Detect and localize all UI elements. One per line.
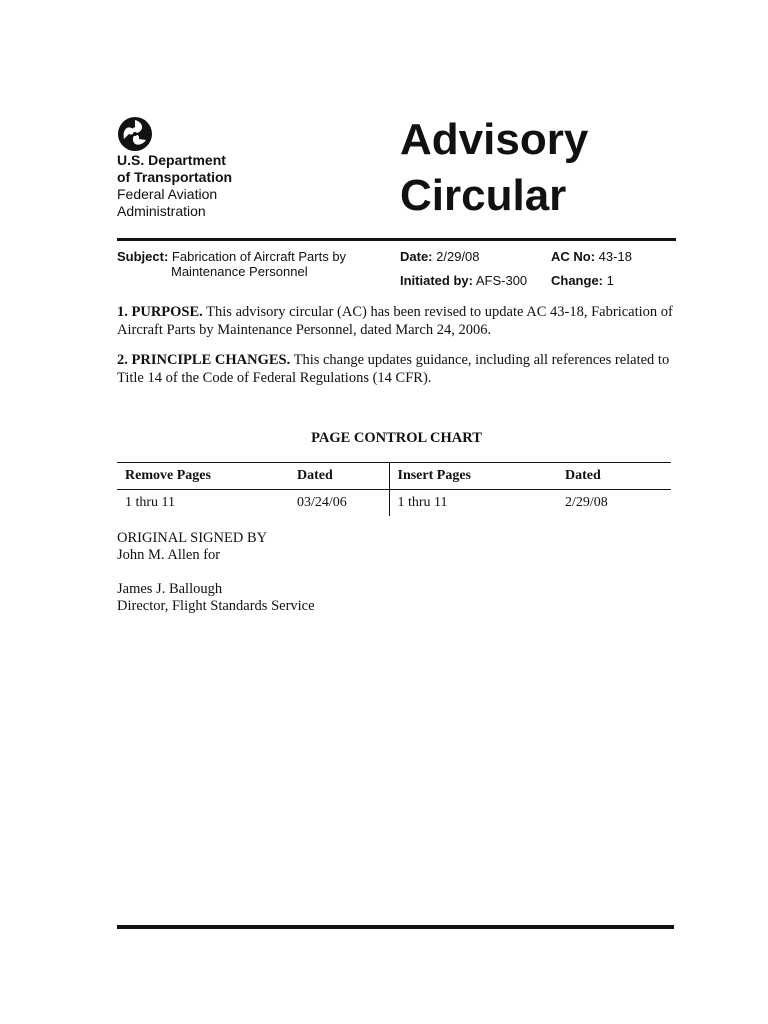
principle-changes-paragraph [117,351,677,387]
header-dated: Dated [565,468,601,483]
table-row [117,490,671,517]
date-value: 2/29/08 [436,249,480,264]
purpose-heading: 1. PURPOSE. [117,304,203,320]
cell-insert-dated: 2/29/08 [565,495,608,510]
signatory-name: James J. Ballough [117,581,223,597]
header-insert-pages: Insert Pages [389,463,557,490]
agency-line-transportation: of Transportation [117,169,233,185]
cell-remove-pages: 1 thru 11 [125,495,176,510]
document-title [400,112,588,224]
purpose-text: This advisory circular (AC) has been revised to update AC 43-18, Fabrication of Aircraft Parts by Maintenance Personnel, dated March 24, 2006. [117,304,673,338]
title-line-circular: Circular [400,171,567,220]
header-divider [117,238,676,241]
agency-line-department: U.S. Department [117,152,226,168]
subject-value-line1: Fabrication of Aircraft Parts by [171,249,347,264]
subject-field [117,249,346,264]
footer-divider [117,925,674,929]
purpose-paragraph [117,303,677,339]
change-label: Change: [551,273,603,288]
header-dated: Dated [297,468,333,483]
cell-remove-dated: 03/24/06 [297,495,347,510]
date-label: Date: [400,249,433,264]
signatory-title: Director, Flight Standards Service [117,598,315,614]
signatory [117,581,315,615]
title-line-advisory: Advisory [400,115,589,164]
page-control-table [117,462,671,516]
agency-name [117,152,232,220]
signature-line2: John M. Allen for [117,547,221,563]
date-field [400,249,480,264]
subject-value-line2: Maintenance Personnel [171,264,308,279]
principle-changes-text: This change updates guidance, including all references related to Title 14 of the Code of Federal Regulations (14 CFR). [117,352,670,386]
initiated-by-label: Initiated by: [400,273,473,288]
ac-number-field [551,249,632,264]
signature-authority [117,530,267,564]
header-remove-pages: Remove Pages [125,468,211,483]
initiated-by-field [400,273,527,288]
ac-number-label: AC No: [551,249,596,264]
table-header-row [117,463,671,490]
page-control-chart-title: PAGE CONTROL CHART [311,430,482,446]
signature-line1: ORIGINAL SIGNED BY [117,530,268,546]
agency-line-faa: Federal Aviation [117,186,218,202]
cell-insert-pages: 1 thru 11 [389,490,557,517]
principle-changes-heading: 2. PRINCIPLE CHANGES. [117,352,291,368]
ac-number-value: 43-18 [598,249,632,264]
dot-logo-icon [117,116,153,152]
subject-label: Subject: [117,249,169,264]
initiated-by-value: AFS-300 [475,273,528,288]
change-value: 1 [606,273,614,288]
agency-line-administration: Administration [117,203,206,219]
change-field [551,273,614,288]
